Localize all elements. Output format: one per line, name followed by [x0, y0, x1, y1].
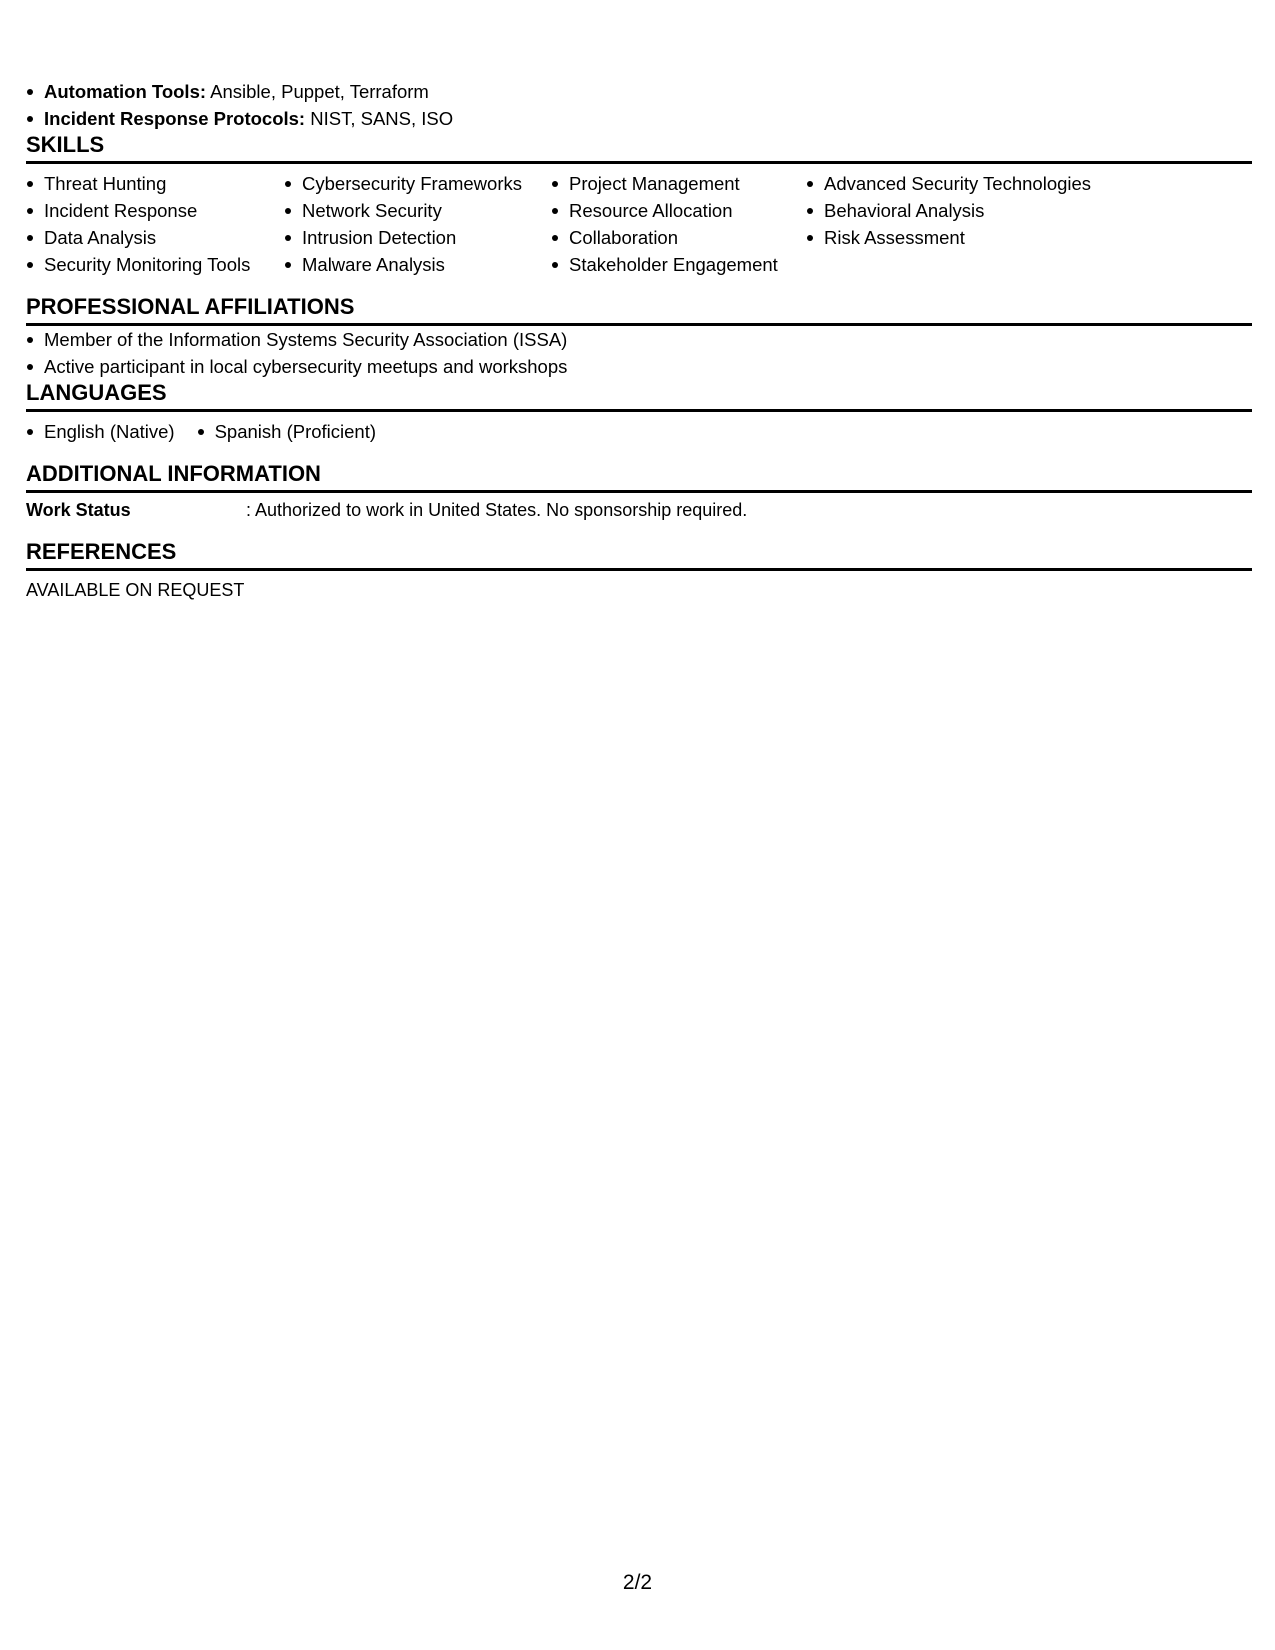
section-title-affiliations: PROFESSIONAL AFFILIATIONS — [26, 294, 1252, 326]
skill-item: Malware Analysis — [284, 251, 551, 278]
references-section — [26, 539, 1252, 603]
language-group — [197, 418, 376, 445]
language-group — [26, 418, 175, 445]
skill-item: Cybersecurity Frameworks — [284, 170, 551, 197]
work-status-value: : Authorized to work in United States. No sponsorship required. — [246, 500, 748, 520]
item-label: Incident Response Protocols: — [44, 108, 306, 129]
skills-column — [26, 170, 284, 278]
affiliations-section — [26, 294, 1252, 380]
affiliation-item: Member of the Information Systems Security Association (ISSA) — [26, 326, 1252, 353]
item-value: NIST, SANS, ISO — [310, 108, 454, 129]
skill-item: Behavioral Analysis — [806, 197, 1186, 224]
skill-item: Project Management — [551, 170, 806, 197]
skill-item: Data Analysis — [26, 224, 284, 251]
resume-page — [26, 78, 1252, 603]
section-title-additional-info: ADDITIONAL INFORMATION — [26, 461, 1252, 493]
skill-item: Security Monitoring Tools — [26, 251, 284, 278]
list-item — [26, 78, 1252, 105]
affiliation-item: Active participant in local cybersecurity meetups and workshops — [26, 353, 1252, 380]
section-title-skills: SKILLS — [26, 132, 1252, 164]
languages-section — [26, 380, 1252, 445]
affiliations-list — [26, 326, 1252, 380]
skill-item: Stakeholder Engagement — [551, 251, 806, 278]
skills-column — [806, 170, 1186, 278]
skill-item: Advanced Security Technologies — [806, 170, 1186, 197]
list-item — [26, 105, 1252, 132]
skill-item: Collaboration — [551, 224, 806, 251]
language-item: Spanish (Proficient) — [197, 418, 376, 445]
references-text: AVAILABLE ON REQUEST — [26, 580, 245, 600]
skill-item: Incident Response — [26, 197, 284, 224]
item-label: Automation Tools: — [44, 81, 207, 102]
skills-column — [551, 170, 806, 278]
additional-info-section — [26, 461, 1252, 523]
technical-tools-list — [26, 78, 1252, 132]
skills-grid — [26, 170, 1252, 278]
languages-list — [26, 418, 1252, 445]
skill-item: Threat Hunting — [26, 170, 284, 197]
language-item: English (Native) — [26, 418, 175, 445]
item-value: Ansible, Puppet, Terraform — [210, 81, 429, 102]
skill-item: Resource Allocation — [551, 197, 806, 224]
skill-item: Intrusion Detection — [284, 224, 551, 251]
work-status-row — [26, 497, 1252, 523]
section-title-languages: LANGUAGES — [26, 380, 1252, 412]
skills-column — [284, 170, 551, 278]
page-number: 2/2 — [622, 1571, 653, 1594]
skills-section — [26, 132, 1252, 278]
skill-item: Network Security — [284, 197, 551, 224]
work-status-label: Work Status — [26, 500, 131, 520]
skill-item: Risk Assessment — [806, 224, 1186, 251]
section-title-references: REFERENCES — [26, 539, 1252, 571]
